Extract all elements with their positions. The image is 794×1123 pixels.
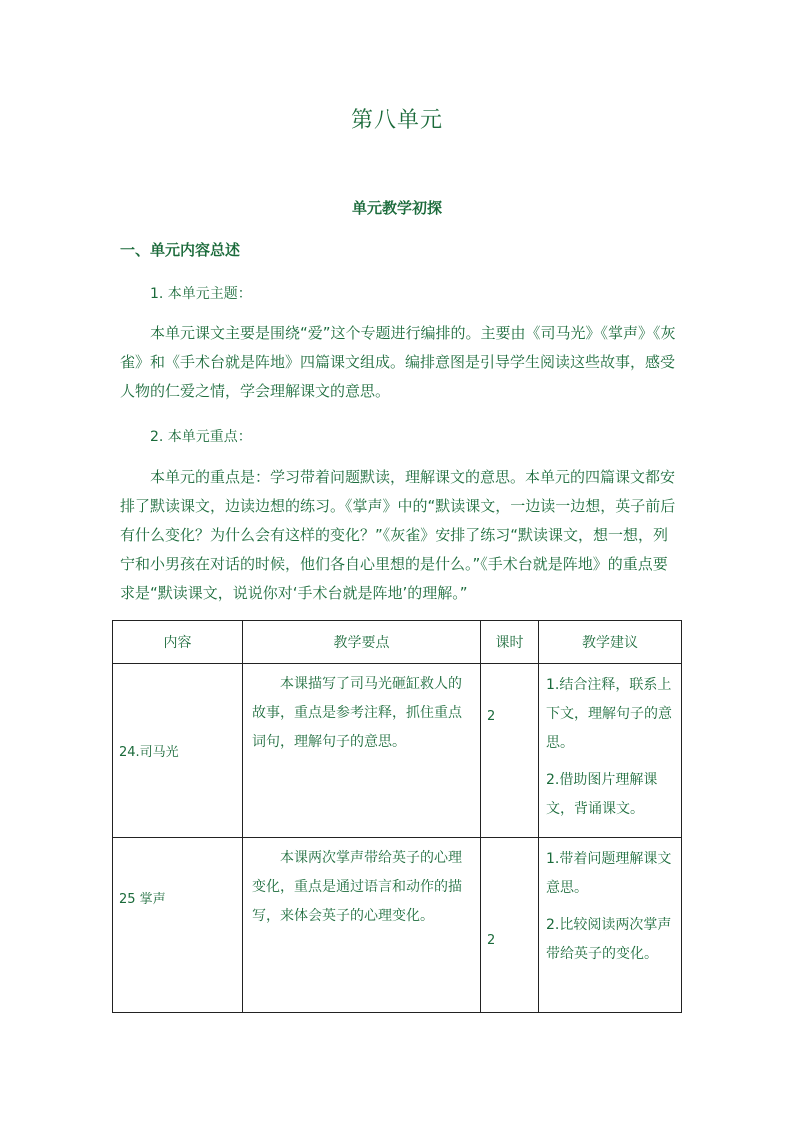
- teaching-plan-table: [112, 620, 682, 1013]
- theme-paragraph: 本单元课文主要是围绕“爱”这个专题进行编排的。主要由《司马光》《掌声》《灰雀》和《手术台就是阵地》四篇课文组成。编排意图是引导学生阅读这些故事，感受人物的仁爱之情，学会理解课文的意思。: [120, 324, 676, 400]
- header-content: 内容: [113, 621, 243, 664]
- header-suggestions: 教学建议: [539, 621, 682, 664]
- lesson-key-points: 本课描写了司马光砸缸救人的故事，重点是参考注释，抓住重点词句，理解句子的意思。: [243, 664, 481, 838]
- lesson-hours: 2: [481, 664, 539, 838]
- lesson-name: 25 掌声: [113, 838, 243, 1013]
- lesson-suggestions: [539, 664, 682, 838]
- header-hours: 课时: [481, 621, 539, 664]
- focus-paragraph: 本单元的重点是：学习带着问题默读，理解课文的意思。本单元的四篇课文都安排了默读课文，边读边想的练习。《掌声》中的“默读课文，一边读一边想，英子前后有什么变化？为什么会有这样的变化？”《灰雀》安排了练习“默读课文，想一想，列宁和小男孩在对话的时候，他们各自心里想的是什么。”《手术台就是阵地》的重点要求是“默读课文，说说你对‘手术台就是阵地’的理解。”: [120, 468, 676, 602]
- lesson-suggestions: [539, 838, 682, 1013]
- suggestion-item: 2.比较阅读两次掌声带给英子的变化。: [546, 917, 672, 962]
- unit-title: 第八单元: [350, 108, 443, 133]
- lesson-key-points: 本课两次掌声带给英子的心理变化，重点是通过语言和动作的描写，来体会英子的心理变化。: [243, 838, 481, 1013]
- unit-subtitle: 单元教学初探: [351, 199, 442, 217]
- lesson-hours: 2: [481, 838, 539, 1013]
- table-header-row: [113, 621, 682, 664]
- suggestion-item: 1.结合注释，联系上下文，理解句子的意思。: [546, 677, 672, 751]
- section-heading: 一、单元内容总述: [120, 241, 241, 259]
- lesson-name: 24.司马光: [113, 664, 243, 838]
- theme-heading: 1. 本单元主题：: [150, 286, 252, 302]
- suggestion-item: 2.借助图片理解课文，背诵课文。: [546, 772, 658, 817]
- suggestion-item: 1.带着问题理解课文意思。: [546, 851, 672, 896]
- header-key-points: 教学要点: [243, 621, 481, 664]
- table-row: [113, 664, 682, 838]
- focus-heading: 2. 本单元重点：: [150, 429, 252, 445]
- table-row: [113, 838, 682, 1013]
